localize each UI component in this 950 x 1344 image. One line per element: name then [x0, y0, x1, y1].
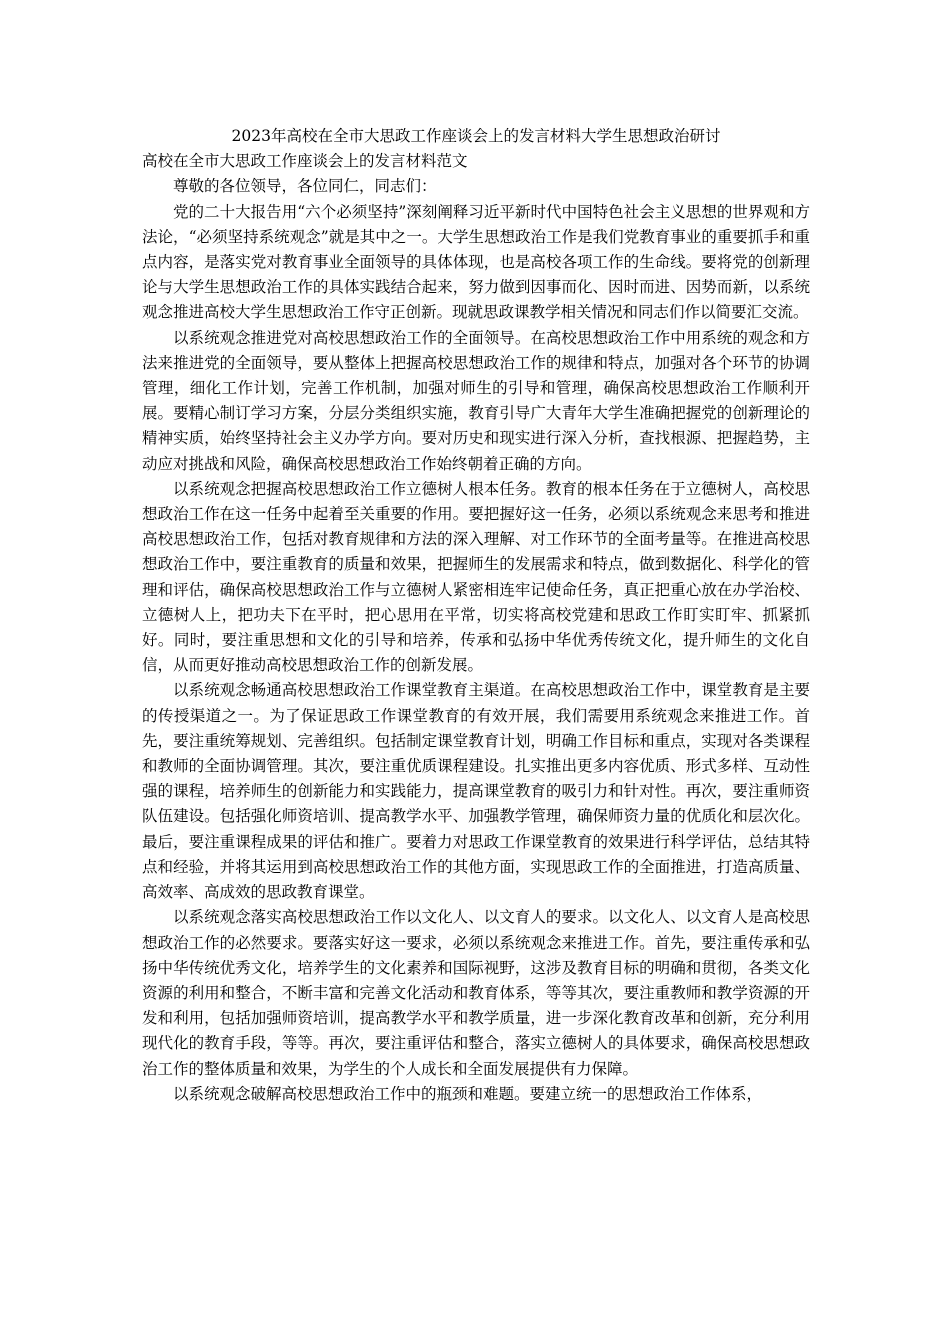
paragraph-moral-education: 以系统观念把握高校思想政治工作立德树人根本任务。教育的根本任务在于立德树人，高校思想政治工作在这一任务中起着至关重要的作用。要把握好这一任务，必须以系统观念来思考和推进高校思想政治工作，包括对教育规律和方法的深入理解、对工作环节的全面考量等。在推进高校思想政治工作中，要注重教育的质量和效果，把握师生的发展需求和特点，做到数据化、科学化的管理和评估，确保高校思想政治工作与立德树人紧密相连牢记使命任务，真正把重心放在办学治校、立德树人上，把功夫下在平时，把心思用在平常，切实将高校党建和思政工作盯实盯牢、抓紧抓好。同时，要注重思想和文化的引导和培养，传承和弘扬中华优秀传统文化，提升师生的文化自信，从而更好推动高校思想政治工作的创新发展。 — [142, 479, 810, 675]
document-body — [142, 124, 810, 1107]
document-title: 2023年高校在全市大思政工作座谈会上的发言材料大学生思想政治研讨 — [231, 127, 721, 145]
paragraph-cultural-education: 以系统观念落实高校思想政治工作以文化人、以文育人的要求。以文化人、以文育人是高校思想政治工作的必然要求。要落实好这一要求，必须以系统观念来推进工作。首先，要注重传承和弘扬中华传统优秀文化，培养学生的文化素养和国际视野，这涉及教育目标的明确和贯彻，各类文化资源的利用和整合，不断丰富和完善文化活动和教育体系，等等其次，要注重教师和教学资源的开发和利用，包括加强师资培训，提高教学水平和教学质量，进一步深化教育改革和创新，充分利用现代化的教育手段，等等。再次，要注重评估和整合，落实立德树人的具体要求，确保高校思想政治工作的整体质量和效果，为学生的个人成长和全面发展提供有力保障。 — [142, 908, 810, 1078]
paragraph-intro: 党的二十大报告用“六个必须坚持”深刻阐释习近平新时代中国特色社会主义思想的世界观和方法论，“必须坚持系统观念”就是其中之一。大学生思想政治工作是我们党教育事业的重要抓手和重点内容，是落实党对教育事业全面领导的具体体现，也是高校各项工作的生命线。要将党的创新理论与大学生思想政治工作的具体实践结合起来，努力做到因事而化、因时而进、因势而新，以系统观念推进高校大学生思想政治工作守正创新。现就思政课教学相关情况和同志们作以简要汇交流。 — [142, 202, 810, 322]
greeting: 尊敬的各位领导，各位同仁，同志们： — [173, 177, 437, 196]
paragraph-classroom-education: 以系统观念畅通高校思想政治工作课堂教育主渠道。在高校思想政治工作中，课堂教育是主要的传授渠道之一。为了保证思政工作课堂教育的有效开展，我们需要用系统观念来推进工作。首先，要注重统筹规划、完善组织。包括制定课堂教育计划，明确工作目标和重点，实现对各类课程和教师的全面协调管理。其次，要注重优质课程建设。扎实推出更多内容优质、形式多样、互动性强的课程，培养师生的创新能力和实践能力，提高课堂教育的吸引力和针对性。再次，要注重师资队伍建设。包括强化师资培训、提高教学水平、加强教学管理，确保师资力量的优质化和层次化。最后，要注重课程成果的评估和推广。要着力对思政工作课堂教育的效果进行科学评估，总结其特点和经验，并将其运用到高校思想政治工作的其他方面，实现思政工作的全面推进，打造高质量、高效率、高成效的思政教育课堂。 — [142, 681, 810, 902]
paragraph-bottlenecks: 以系统观念破解高校思想政治工作中的瓶颈和难题。要建立统一的思想政治工作体系， — [173, 1084, 763, 1103]
document-subtitle: 高校在全市大思政工作座谈会上的发言材料范文 — [142, 152, 468, 171]
paragraph-party-leadership: 以系统观念推进党对高校思想政治工作的全面领导。在高校思想政治工作中用系统的观念和方法来推进党的全面领导，要从整体上把握高校思想政治工作的规律和特点，加强对各个环节的协调管理，细化工作计划，完善工作机制，加强对师生的引导和管理，确保高校思想政治工作顺利开展。要精心制订学习方案，分层分类组织实施，教育引导广大青年大学生准确把握党的创新理论的精神实质，始终坚持社会主义办学方向。要对历史和现实进行深入分析，查找根源、把握趋势，主动应对挑战和风险，确保高校思想政治工作始终朝着正确的方向。 — [142, 328, 810, 473]
